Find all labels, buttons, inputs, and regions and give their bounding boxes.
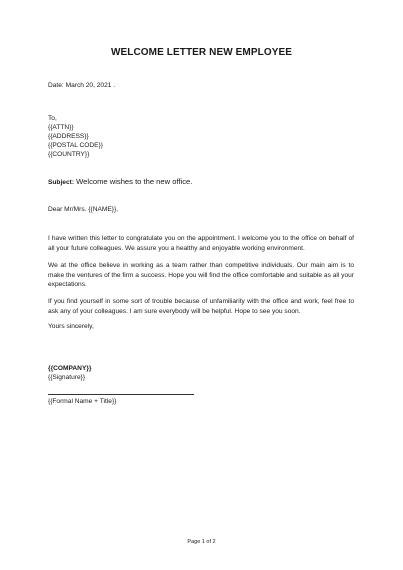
company-name: {{COMPANY}} [48,365,92,372]
subject-line [48,177,192,187]
to-label: To, [48,115,57,122]
closing: Yours sincerely, [48,323,94,330]
paragraph-1: I have written this letter to congratulate you on the appointment. I welcome you to the office on behalf of all your future colleagues. We assure you a healthy and enjoyable working environment. [48,235,354,252]
signature-placeholder: {{Signature}} [48,374,86,381]
page-number: Page 1 of 2 [187,539,216,545]
recipient-address: {{ADDRESS}} [48,133,89,140]
paragraph-3: If you find yourself in some sort of trouble because of unfamiliarity with the office and work, feel free to ask any of your colleagues. I am sure everybody will be helpful. Hope to see you soon. [48,298,354,315]
date-line: Date: March 20, 2021 . [48,82,116,89]
signature-line [48,394,194,395]
paragraph-2: We at the office believe in working as a team rather than competitive individuals. Our main aim is to make the ventures of the firm a success. Hope you will find the office comfortable and suitable as all your expectations. [48,262,354,288]
recipient-attn: {{ATTN}} [48,124,74,131]
recipient-postal-code: {{POSTAL CODE}} [48,142,103,149]
subject-label: Subject: [48,179,75,186]
recipient-country: {{COUNTRY}} [48,151,90,158]
formal-name: {{Formal Name + Title}} [48,398,117,405]
letter-title: WELCOME LETTER NEW EMPLOYEE [110,47,293,58]
salutation: Dear Mr/Mrs. {{NAME}}, [48,206,118,213]
subject-text: Welcome wishes to the new office. [74,177,193,186]
